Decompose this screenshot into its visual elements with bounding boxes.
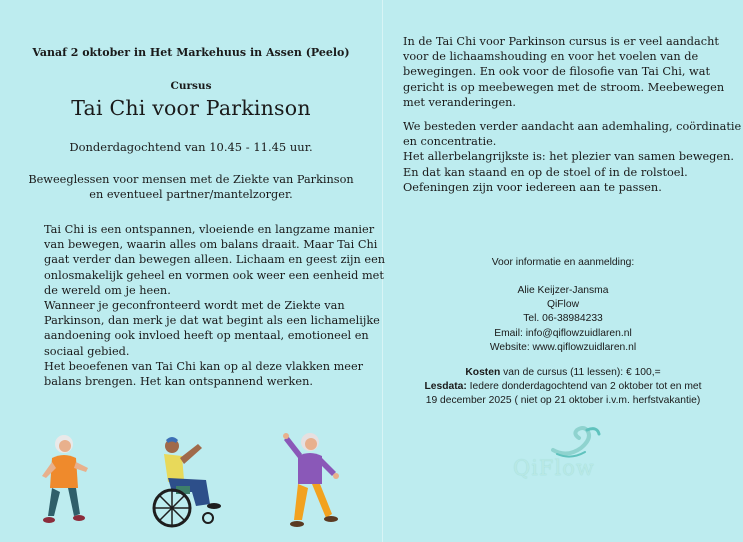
right-panel [383,0,743,542]
body-text-right: In de Tai Chi voor Parkinson cursus is er veel aandacht voor de lichaamshouding en voor het voelen van de bewegingen. En ook voor de filosofie van Tai Chi, wat gericht is op meebewegen met de stroom. Meebewegen met veranderingen. We besteden verder aandacht aan ademhaling, coördinatie en concentratie. Het allerbelangrijkste is: het plezier van samen bewegen. En dat kan staand en op de stoel of in de rolstoel. Oefeningen zijn voor iedereen aan te passen. [403,35,742,194]
intro-text: Beweeglessen voor mensen met de Ziekte van Parkinson en eventueel partner/mantelzorger. [28,173,354,202]
location-subtitle: Vanaf 2 oktober in Het Markehuus in Assen (Peelo) [32,46,350,59]
contact-website[interactable]: Website: www.qiflowzuidlaren.nl [489,341,637,353]
body-text-left: Tai Chi is een ontspannen, vloeiende en langzame manier van bewegen, waarin alles om balans draait. Maar Tai Chi gaat verder dan bewegen alleen. Lichaam en geest zijn een onlosmakelijk geheel en vormen ook weer een eenheid met de wereld om je heen. Wanneer je geconfronteerd wordt met de Ziekte van Parkinson, dan merk je dat wat begint als een lichamelijke aandoening ook invloed heeft op mentaal, emotioneel en sociaal gebied. Het beoefenen van Tai Chi kan op al deze vlakken meer balans brengen. Het kan ontspannend werken. [44,223,386,389]
info-heading: Voor informatie en aanmelding: [491,257,635,268]
elderly-woman-tai-chi-illustration [276,428,346,532]
dates-text-2: 19 december 2025 ( niet op 21 oktober i.v.m. herfstvakantie) [425,395,701,407]
elderly-woman-exercising-illustration [36,432,96,532]
contact-name: Alie Keijzer-Jansma [517,285,609,296]
contact-email[interactable]: Email: info@qiflowzuidlaren.nl [494,327,632,339]
schedule-text: Donderdagochtend van 10.45 - 11.45 uur. [69,140,313,154]
qiflow-logo-swirl-icon [547,424,603,460]
costs-text: van de cursus (11 lessen): € 100,= [500,367,661,378]
wheelchair-user-illustration [146,434,230,532]
costs-label: Kosten [465,367,501,378]
pricing-block [383,366,743,409]
page-title: Tai Chi voor Parkinson [71,96,311,120]
course-label: Cursus [170,80,212,92]
qiflow-logo-text: QiFlow [513,456,595,480]
dates-label: Lesdata: [424,381,467,393]
contact-company: QiFlow [546,299,580,311]
contact-phone[interactable]: Tel. 06-38984233 [523,313,603,325]
contact-block [383,284,743,355]
dates-text: Iedere donderdagochtend van 2 oktober tot en met [466,381,702,393]
